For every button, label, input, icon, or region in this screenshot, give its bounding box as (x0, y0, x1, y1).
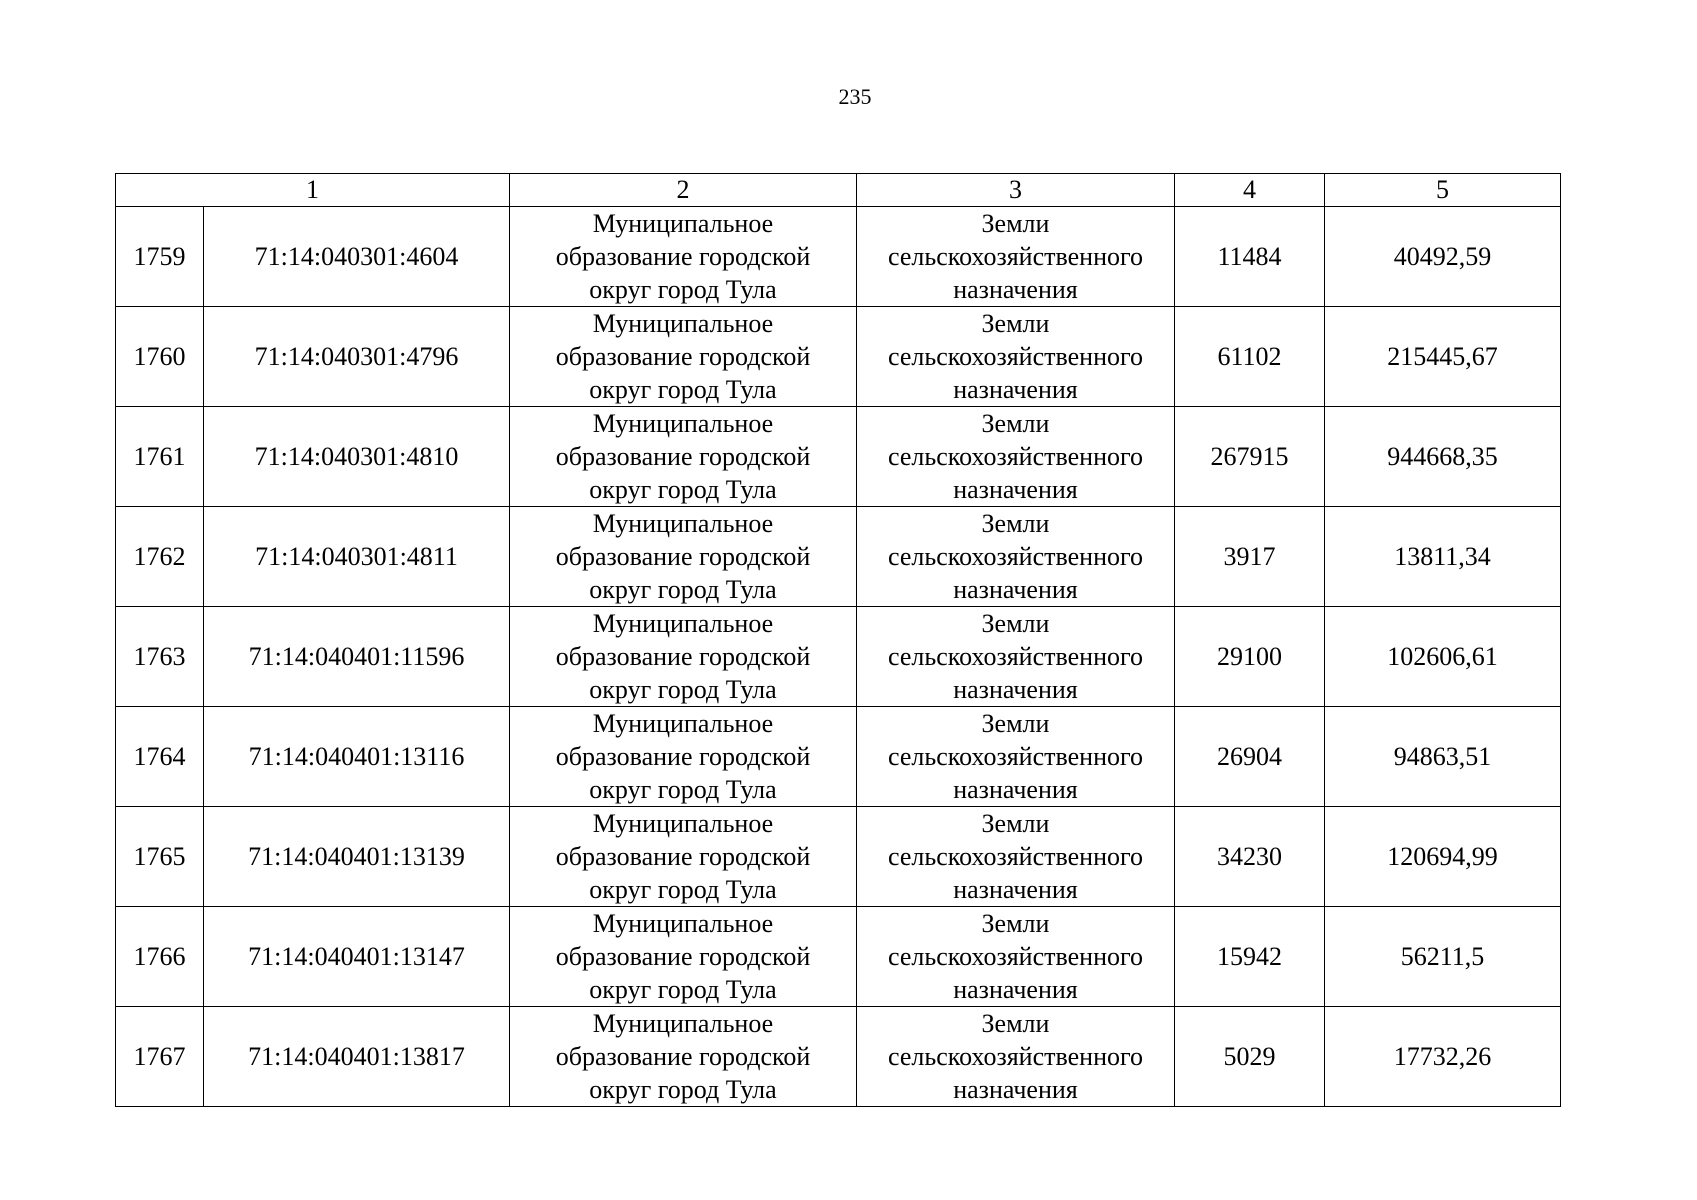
value-cell: 215445,67 (1325, 307, 1561, 407)
area-cell: 26904 (1175, 707, 1325, 807)
land-category-cell: Земли сельскохозяйственного назначения (857, 1007, 1175, 1107)
table-row (116, 207, 1561, 307)
column-header-1: 1 (116, 174, 510, 207)
table-row (116, 707, 1561, 807)
row-number: 1767 (116, 1007, 204, 1107)
owner-cell: Муниципальное образование городской округ город Тула (510, 707, 857, 807)
row-number: 1761 (116, 407, 204, 507)
table-row (116, 507, 1561, 607)
area-cell: 5029 (1175, 1007, 1325, 1107)
column-header-5: 5 (1325, 174, 1561, 207)
value-cell: 17732,26 (1325, 1007, 1561, 1107)
owner-cell: Муниципальное образование городской округ город Тула (510, 407, 857, 507)
column-header-4: 4 (1175, 174, 1325, 207)
land-category-cell: Земли сельскохозяйственного назначения (857, 307, 1175, 407)
value-cell: 944668,35 (1325, 407, 1561, 507)
owner-cell: Муниципальное образование городской округ город Тула (510, 307, 857, 407)
cadastral-number: 71:14:040301:4796 (204, 307, 510, 407)
owner-cell: Муниципальное образование городской округ город Тула (510, 507, 857, 607)
table-row (116, 607, 1561, 707)
row-number: 1759 (116, 207, 204, 307)
owner-cell: Муниципальное образование городской округ город Тула (510, 907, 857, 1007)
table-header-row (116, 174, 1561, 207)
area-cell: 3917 (1175, 507, 1325, 607)
row-number: 1765 (116, 807, 204, 907)
cadastral-number: 71:14:040401:11596 (204, 607, 510, 707)
area-cell: 34230 (1175, 807, 1325, 907)
value-cell: 94863,51 (1325, 707, 1561, 807)
cadastral-number: 71:14:040301:4811 (204, 507, 510, 607)
value-cell: 120694,99 (1325, 807, 1561, 907)
table-row (116, 307, 1561, 407)
land-category-cell: Земли сельскохозяйственного назначения (857, 507, 1175, 607)
cadastral-number: 71:14:040401:13139 (204, 807, 510, 907)
owner-cell: Муниципальное образование городской округ город Тула (510, 607, 857, 707)
land-category-cell: Земли сельскохозяйственного назначения (857, 407, 1175, 507)
row-number: 1762 (116, 507, 204, 607)
owner-cell: Муниципальное образование городской округ город Тула (510, 207, 857, 307)
column-header-3: 3 (857, 174, 1175, 207)
page-number: 235 (838, 84, 872, 109)
area-cell: 15942 (1175, 907, 1325, 1007)
cadastral-number: 71:14:040301:4810 (204, 407, 510, 507)
owner-cell: Муниципальное образование городской округ город Тула (510, 1007, 857, 1107)
land-category-cell: Земли сельскохозяйственного назначения (857, 607, 1175, 707)
value-cell: 102606,61 (1325, 607, 1561, 707)
value-cell: 13811,34 (1325, 507, 1561, 607)
value-cell: 56211,5 (1325, 907, 1561, 1007)
area-cell: 267915 (1175, 407, 1325, 507)
land-registry-table (115, 173, 1561, 1107)
row-number: 1766 (116, 907, 204, 1007)
row-number: 1763 (116, 607, 204, 707)
table-row (116, 807, 1561, 907)
table-row (116, 1007, 1561, 1107)
owner-cell: Муниципальное образование городской округ город Тула (510, 807, 857, 907)
area-cell: 11484 (1175, 207, 1325, 307)
land-category-cell: Земли сельскохозяйственного назначения (857, 807, 1175, 907)
land-category-cell: Земли сельскохозяйственного назначения (857, 207, 1175, 307)
cadastral-number: 71:14:040401:13147 (204, 907, 510, 1007)
area-cell: 29100 (1175, 607, 1325, 707)
land-category-cell: Земли сельскохозяйственного назначения (857, 907, 1175, 1007)
land-category-cell: Земли сельскохозяйственного назначения (857, 707, 1175, 807)
table-row (116, 407, 1561, 507)
row-number: 1764 (116, 707, 204, 807)
row-number: 1760 (116, 307, 204, 407)
area-cell: 61102 (1175, 307, 1325, 407)
column-header-2: 2 (510, 174, 857, 207)
cadastral-number: 71:14:040401:13817 (204, 1007, 510, 1107)
cadastral-number: 71:14:040301:4604 (204, 207, 510, 307)
value-cell: 40492,59 (1325, 207, 1561, 307)
table-row (116, 907, 1561, 1007)
cadastral-number: 71:14:040401:13116 (204, 707, 510, 807)
